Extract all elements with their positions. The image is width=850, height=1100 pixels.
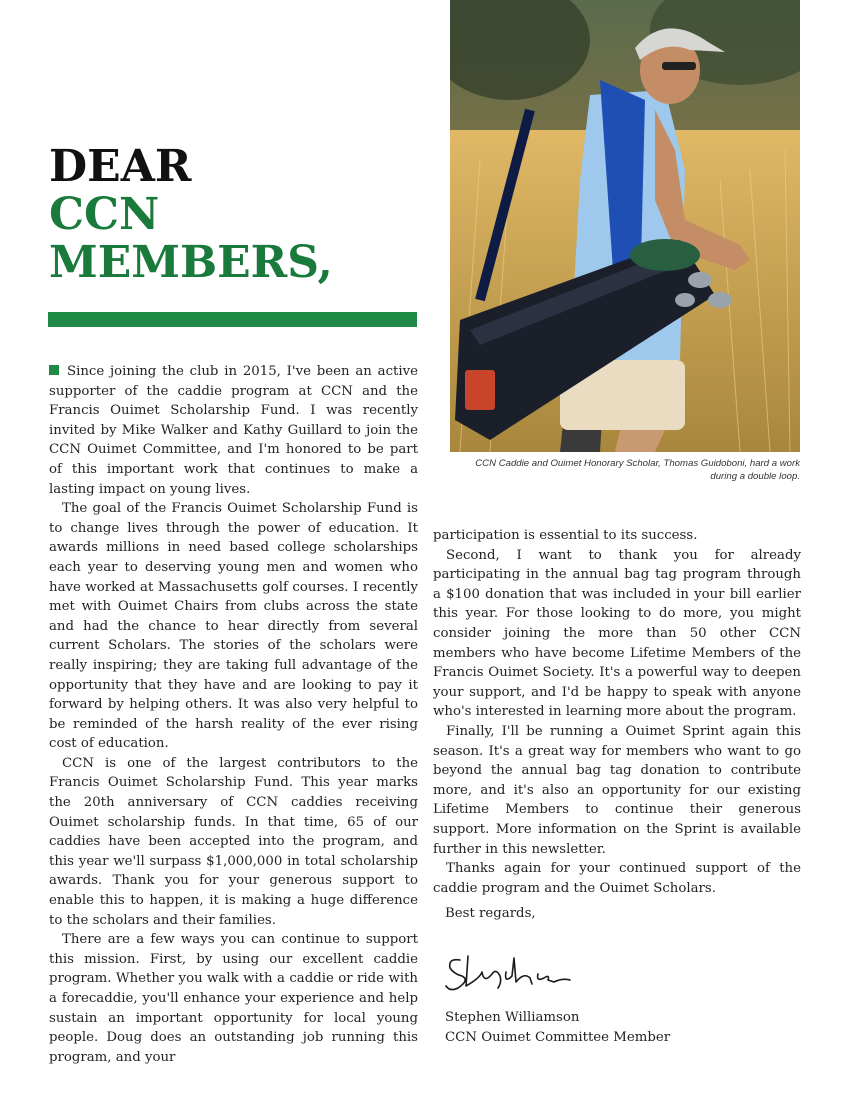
paragraph-3: CCN is one of the largest contributors to the Francis Ouimet Scholarship Fund. This year marks the 20th anniversary of CCN caddies receiving Ouimet scholarship funds. In that time, 65 of our caddies have been accepted into the program, and this year we'll surpass $1,000,000 in total scholarship awards. Thank you for your generous support to enable this to happen, it is making a huge difference to the scholars and their families. [49, 755, 418, 928]
paragraph-1 [49, 362, 418, 499]
photo-caption: CCN Caddie and Ouimet Honorary Scholar, Thomas Guidoboni, hard a work during a double loop. [475, 458, 800, 482]
paragraph-2: The goal of the Francis Ouimet Scholarship Fund is to change lives through the power of education. It awards millions in need based college scholarships each year to deserving young men and women who have worked at Massachusetts golf courses. I recently met with Ouimet Chairs from clubs across the state and had the chance to hear directly from several current Scholars. The stories of the scholars were really inspiring; they are taking full advantage of the opportunity that they have and are looking to pay it forward by helping others. It was also very helpful to be reminded of the harsh reality of the ever rising cost of education. [49, 501, 418, 752]
paragraph-6: Finally, I'll be running a Ouimet Sprint again this season. It's a great way for members who want to go beyond the annual bag tag donation to contribute more, and it's also an opportunity for our existing Lifetime Members to continue their generous support. More information on the Sprint is available further in this newsletter. [433, 723, 801, 857]
closing-salutation: Best regards, [445, 906, 536, 921]
title-line-dear: DEAR [49, 141, 192, 192]
title-line-members: MEMBERS, [49, 237, 333, 288]
letter-column-left [49, 362, 418, 1067]
paragraph-1-text: Since joining the club in 2015, I've been an active supporter of the caddie program at CCN and the Francis Ouimet Scholarship Fund. I was recently invited by Mike Walker and Kathy Guillard to join the CCN Ouimet Committee, and I'm honored to be part of this important work that continues to make a lasting impact on young lives. [49, 364, 418, 497]
title-line-ccn: CCN [49, 189, 160, 240]
paragraph-4-continued: participation is essential to its success. [433, 528, 698, 543]
paragraph-5: Second, I want to thank you for already participating in the annual bag tag program through a $100 donation that was included in your bill earlier this year. For those looking to do more, you might consider joining the more than 50 other CCN members who have become Lifetime Members of the Francis Ouimet Society. It's a powerful way to deepen your support, and I'd be happy to speak with anyone who's interested in learning more about the program. [433, 547, 801, 720]
signer-name: Stephen Williamson [445, 1010, 580, 1025]
paragraph-7: Thanks again for your continued support of the caddie program and the Ouimet Scholars. [433, 861, 801, 896]
letter-column-right [433, 526, 801, 898]
paragraph-4: There are a few ways you can continue to support this mission. First, by using our excellent caddie program. Whether you walk with a caddie or ride with a forecaddie, you'll enhance your experience and help sustain an important opportunity for local young people. Doug does an outstanding job running this program, and your [49, 932, 418, 1065]
green-divider [48, 312, 417, 327]
caddie-photo [450, 0, 800, 452]
handwritten-signature [440, 948, 580, 998]
page-title [49, 143, 429, 287]
signer-role: CCN Ouimet Committee Member [445, 1030, 671, 1045]
green-square-bullet [49, 365, 59, 375]
